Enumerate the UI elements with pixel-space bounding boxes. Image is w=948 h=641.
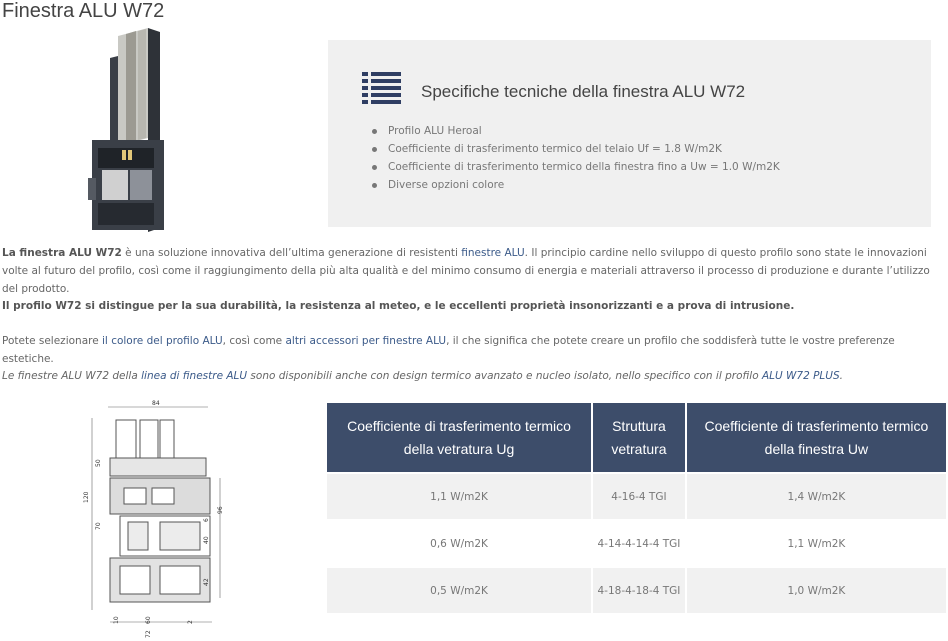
dim-left-total: 120 (83, 491, 90, 503)
table-row (327, 521, 946, 568)
paragraph-text: è una soluzione innovativa dell’ultima generazione di resistenti (121, 247, 462, 259)
accessories-link[interactable]: altri accessori per finestre ALU (285, 335, 447, 347)
dim-left-upper: 50 (95, 459, 102, 467)
profile-color-link[interactable]: il colore del profilo ALU (102, 335, 223, 347)
dim-right-c: 40 (203, 536, 210, 544)
paragraph-text: sono disponibili anche con design termico avanzato e nucleo isolato, nello specifico con il profilo (247, 370, 762, 382)
specs-list (372, 122, 780, 194)
dim-right-b: 6 (203, 518, 210, 522)
durability-paragraph: Il profilo W72 si distingue per la sua durabilità, la resistenza al meteo, e le eccellenti proprietà insonorizzanti e a prova di intrusione. (2, 300, 795, 312)
color-paragraph (2, 332, 942, 368)
header-structure: Struttura vetratura (593, 403, 685, 474)
paragraph-text: . Il principio cardine nello sviluppo di questo profilo sono state le innovazioni volte al futuro del profilo, così come il raggiungimento della più alta qualità e del minimo consumo di energia e materiali attraverso il processo di produzione e durante l’utilizzo del prodotto. (2, 247, 930, 295)
profile-cross-section-drawing (80, 398, 230, 638)
finestre-alu-link[interactable]: finestre ALU (461, 247, 525, 259)
cell-ug: 0,6 W/m2K (327, 521, 591, 568)
intro-paragraph (2, 244, 942, 298)
dim-left-lower: 70 (95, 522, 102, 530)
dim-right-d: 42 (203, 578, 210, 586)
specs-title: Specifiche tecniche della finestra ALU W72 (421, 82, 746, 101)
line-paragraph (2, 367, 942, 385)
paragraph-text: , così come (222, 335, 286, 347)
cell-uw: 1,0 W/m2K (687, 568, 946, 615)
table-row (327, 568, 946, 615)
cell-structure: 4-18-4-18-4 TGI (593, 568, 685, 615)
paragraph-text: , il che significa che potete creare un profilo che soddisferà tutte le vostre preferenze estetiche. (2, 335, 895, 365)
paragraph-text: Potete selezionare (2, 335, 103, 347)
spec-item: Diverse opzioni colore (372, 176, 780, 194)
spec-item: Coefficiente di trasferimento termico del telaio Uf = 1.8 W/m2K (372, 140, 780, 158)
header-ug: Coefficiente di trasferimento termico della vetratura Ug (327, 403, 591, 474)
dim-right-a: 96 (217, 506, 224, 514)
cell-uw: 1,4 W/m2K (687, 474, 946, 521)
spec-item: Coefficiente di trasferimento termico della finestra fino a Uw = 1.0 W/m2K (372, 158, 780, 176)
table-header-row (327, 403, 946, 474)
technical-specs-box (328, 40, 931, 227)
window-line-link[interactable]: linea di finestre ALU (141, 370, 248, 382)
table-row (327, 474, 946, 521)
page-title: Finestra ALU W72 (2, 0, 165, 22)
dim-bottom-c: 72 (145, 630, 152, 638)
cell-ug: 0,5 W/m2K (327, 568, 591, 615)
w72-plus-link[interactable]: ALU W72 PLUS (761, 370, 840, 382)
paragraph-text: Le finestre ALU W72 della (2, 370, 142, 382)
cell-uw: 1,1 W/m2K (687, 521, 946, 568)
cell-ug: 1,1 W/m2K (327, 474, 591, 521)
window-profile-image (88, 28, 208, 232)
product-name-bold: La finestra ALU W72 (2, 247, 122, 259)
dim-bottom-a: 10 (113, 616, 120, 624)
cell-structure: 4-14-4-14-4 TGI (593, 521, 685, 568)
cell-structure: 4-16-4 TGI (593, 474, 685, 521)
spec-item: Profilo ALU Heroal (372, 122, 780, 140)
dim-bottom-d: 2 (187, 620, 194, 624)
list-icon (362, 72, 401, 104)
header-uw: Coefficiente di trasferimento termico della finestra Uw (687, 403, 946, 474)
dim-top: 84 (152, 400, 160, 407)
paragraph-text: . (839, 370, 843, 382)
thermal-coefficients-table (325, 403, 948, 615)
dim-bottom-b: 60 (145, 616, 152, 624)
